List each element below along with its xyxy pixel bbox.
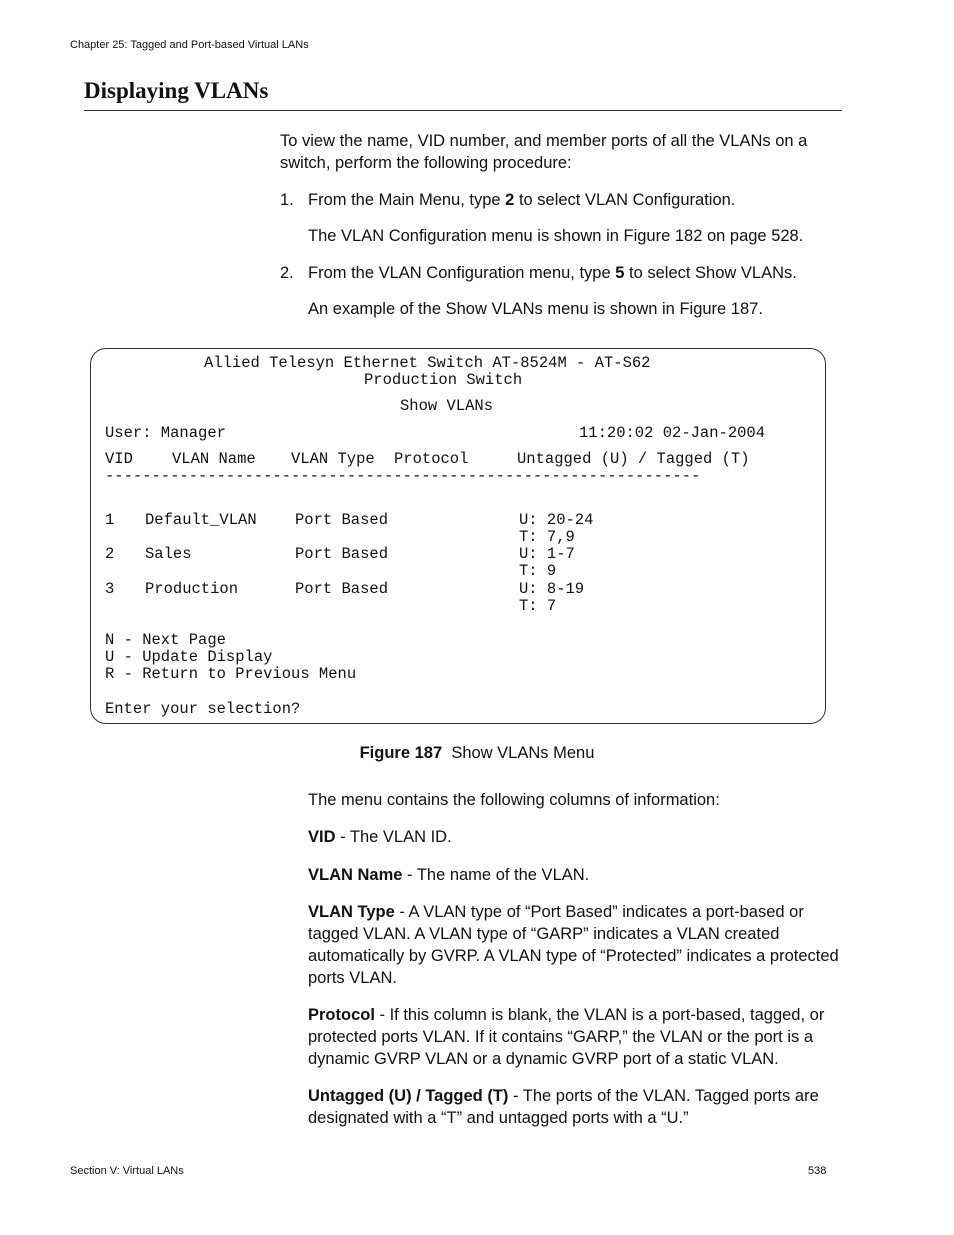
vlan-name: Default_VLAN: [145, 511, 257, 529]
step-note: The VLAN Configuration menu is shown in Figure 182 on page 528.: [308, 227, 804, 245]
vlan-type: Port Based: [295, 545, 389, 563]
terminal-user: User: Manager: [105, 424, 226, 442]
column-separator: ----------------------------------------------------------------: [105, 467, 701, 485]
vlan-type: Port Based: [295, 511, 389, 529]
column-header-name: VLAN Name: [172, 450, 256, 468]
column-header-protocol: Protocol: [394, 450, 469, 468]
vlan-vid: 3: [105, 580, 115, 598]
menu-option-return: R - Return to Previous Menu: [105, 665, 357, 683]
terminal-menu-title: Show VLANs: [400, 397, 494, 415]
step-number: 1.: [280, 191, 294, 209]
step-key: 5: [615, 264, 625, 282]
step-text: From the Main Menu, type 2 to select VLAN Configuration.: [308, 191, 736, 209]
column-header-ports: Untagged (U) / Tagged (T): [517, 450, 750, 468]
page-number: 538: [808, 1165, 827, 1177]
vlan-untagged: U: 20-24: [519, 511, 594, 529]
menu-option-next-page: N - Next Page: [105, 631, 226, 649]
definition-term: VLAN Type: [308, 903, 395, 921]
vlan-tagged: T: 9: [519, 562, 557, 580]
terminal-timestamp: 11:20:02 02-Jan-2004: [579, 424, 766, 442]
vlan-name: Sales: [145, 545, 192, 563]
intro-paragraph: To view the name, VID number, and member ports of all the VLANs on a switch, perform the following procedure:: [280, 132, 808, 172]
vlan-vid: 1: [105, 511, 115, 529]
definition-term: VLAN Name: [308, 866, 403, 884]
column-header-type: VLAN Type: [291, 450, 375, 468]
terminal-switch-name: Production Switch: [364, 371, 523, 389]
definition-term: Protocol: [308, 1006, 375, 1024]
definition-protocol: Protocol - If this column is blank, the VLAN is a port-based, tagged, or protected ports VLAN. If it contains “GARP,” the VLAN or the port is a dynamic GVRP VLAN or a dynamic GVRP port of a static VLAN.: [308, 1006, 825, 1068]
vlan-name: Production: [145, 580, 239, 598]
vlan-vid: 2: [105, 545, 115, 563]
vlan-tagged: T: 7,9: [519, 528, 575, 546]
figure-label: Figure 187: [359, 744, 443, 762]
step-number: 2.: [280, 264, 294, 282]
vlan-untagged: U: 1-7: [519, 545, 575, 563]
step-note: An example of the Show VLANs menu is shown in Figure 187.: [308, 300, 763, 318]
figure-caption: Figure 187 Show VLANs Menu: [359, 744, 595, 762]
definition-vid: VID - The VLAN ID.: [308, 828, 452, 846]
column-header-vid: VID: [105, 450, 133, 468]
definition-untagged-tagged: Untagged (U) / Tagged (T) - The ports of the VLAN. Tagged ports are designated with a “T” and untagged ports with a “U.”: [308, 1087, 819, 1127]
step-text: From the VLAN Configuration menu, type 5 to select Show VLANs.: [308, 264, 797, 282]
title-rule: [84, 110, 842, 111]
definition-vlan-type: VLAN Type - A VLAN type of “Port Based” indicates a port-based or tagged VLAN. A VLAN type of “GARP” indicates a VLAN created automatically by GVRP. A VLAN type of “Protected” indicates a protected ports VLAN.: [308, 903, 839, 987]
selection-prompt: Enter your selection?: [105, 700, 301, 718]
footer-section: Section V: Virtual LANs: [70, 1165, 184, 1177]
chapter-header: Chapter 25: Tagged and Port-based Virtual LANs: [70, 39, 309, 51]
definition-vlan-name: VLAN Name - The name of the VLAN.: [308, 866, 590, 884]
menu-option-update-display: U - Update Display: [105, 648, 273, 666]
definition-term: Untagged (U) / Tagged (T): [308, 1087, 509, 1105]
vlan-untagged: U: 8-19: [519, 580, 585, 598]
vlan-tagged: T: 7: [519, 597, 557, 615]
step-key: 2: [505, 191, 515, 209]
section-title: Displaying VLANs: [84, 78, 269, 103]
terminal-banner: Allied Telesyn Ethernet Switch AT-8524M - AT-S62: [204, 354, 651, 372]
columns-intro: The menu contains the following columns of information:: [308, 791, 720, 809]
definition-term: VID: [308, 828, 336, 846]
vlan-type: Port Based: [295, 580, 389, 598]
